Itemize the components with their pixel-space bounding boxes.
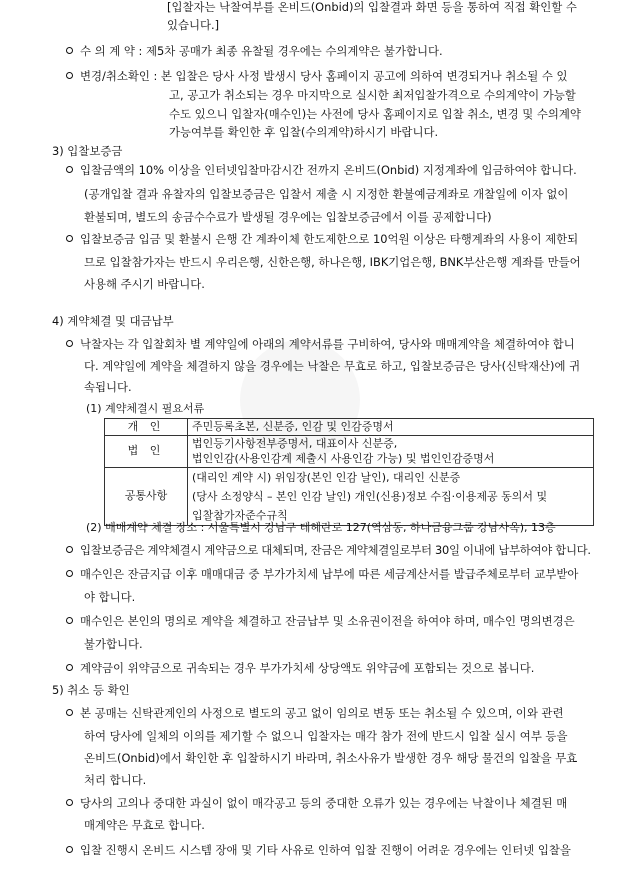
bullet-icon — [66, 47, 73, 54]
bullet-icon — [66, 709, 73, 716]
text-line: 가능여부를 확인한 후 입찰(수의계약)하시기 바랍니다. — [169, 125, 439, 139]
text-line: (공개입찰 결과 유찰자의 입찰보증금은 입찰서 제출 시 지정한 환불예금계좌로 개찰일에 이자 없이 — [84, 187, 569, 201]
text-line: 환불되며, 별도의 송금수수료가 발생될 경우에는 입찰보증금에서 이를 공제합니다) — [84, 210, 492, 224]
section-heading: 5) 취소 등 확인 — [52, 683, 130, 697]
bullet-icon — [66, 340, 73, 347]
bullet-icon — [66, 799, 73, 806]
bullet-icon — [66, 166, 73, 173]
cell-line: (대리인 계약 시) 위임장(본인 인감 날인), 대리인 신분증 — [192, 470, 461, 484]
text-line: 있습니다.] — [167, 18, 220, 32]
text-line: 온비드(Onbid)에서 확인한 후 입찰하시기 바라며, 취소사유가 발생한 경우 해당 물건의 입찰을 무효 — [84, 751, 578, 765]
table-cell-value — [188, 435, 594, 467]
text-line: 본 공매는 신탁관계인의 사정으로 별도의 공고 없이 임의로 변동 또는 취소될 수 있으며, 이와 관련 — [80, 706, 564, 720]
text-line: 수도 있으니 입찰자(매수인)는 사전에 당사 홈페이지로 입찰 취소, 변경 및 수의계약 — [169, 107, 581, 121]
text-line: 사용해 주시기 바랍니다. — [84, 277, 205, 291]
table-cell-value — [188, 467, 594, 525]
bullet-icon — [66, 546, 73, 553]
section-heading: 3) 입찰보증금 — [52, 144, 123, 158]
table-cell-key: 공통사항 — [105, 467, 188, 525]
bullet-icon — [66, 235, 73, 242]
bullet-icon — [66, 72, 73, 79]
cell-line: 법인인감(사용인감계 제출시 사용인감 가능) 및 법인인감증명서 — [192, 452, 495, 465]
text-line: 입찰보증금 입금 및 환불시 은행 간 계좌이체 한도제한으로 10억원 이상은 타행계좌의 사용이 제한되 — [80, 232, 579, 246]
table-cell-key: 법 인 — [105, 435, 188, 467]
bullet-icon — [66, 846, 73, 853]
text-line: 속됩니다. — [84, 380, 132, 394]
table-row — [105, 467, 594, 525]
text-line: [입찰자는 낙찰여부를 온비드(Onbid)의 입찰결과 화면 등을 통하여 직접 확인할 수 — [167, 0, 577, 14]
cell-line: (당사 소정양식 – 본인 인감 날인) 개인(신용)정보 수집·이용제공 동의서 및 — [192, 489, 548, 503]
table-row — [105, 435, 594, 467]
table-row — [105, 419, 594, 436]
text-line: 수 의 계 약 : 제5차 공매가 최종 유찰될 경우에는 수의계약은 불가합니다. — [80, 44, 443, 58]
text-line: 입찰 진행시 온비드 시스템 장애 및 기타 사유로 인하여 입찰 진행이 어려운 경우에는 인터넷 입찰을 — [80, 843, 571, 857]
text-line: 매수인은 잔금지급 이후 매매대금 중 부가가치세 납부에 따른 세금계산서를 발급주체로부터 교부받아 — [80, 567, 579, 581]
table-cell-value: 주민등록초본, 신분증, 인감 및 인감증명서 — [188, 419, 594, 436]
text-line: 하여 당사에 일체의 이의를 제기할 수 없으니 입찰자는 매각 참가 전에 반드시 입찰 실시 여부 등을 — [84, 729, 568, 743]
text-line: 입찰보증금은 계약체결시 계약금으로 대체되며, 잔금은 계약체결일로부터 30일 이내에 납부하여야 합니다. — [80, 543, 591, 557]
section-heading: 4) 계약체결 및 대금납부 — [52, 314, 174, 328]
cell-line: 입찰참가자준수규칙 — [192, 508, 288, 522]
text-line: 당사의 고의나 중대한 과실이 없이 매각공고 등의 중대한 오류가 있는 경우에는 낙찰이나 체결된 매 — [80, 796, 568, 810]
text-line: 변경/취소확인 : 본 입찰은 당사 사정 발생시 당사 홈페이지 공고에 의하여 변경되거나 취소될 수 있 — [80, 69, 568, 83]
text-line: 입찰금액의 10% 이상을 인터넷입찰마감시간 전까지 온비드(Onbid) 지정계좌에 입금하여야 합니다. — [80, 163, 577, 177]
sub-heading: (2) 매매계약 체결 장소 : 서울특별시 강남구 테헤란로 127(역삼동, 하나금융그룹 강남사옥), 13층 — [86, 521, 556, 534]
bullet-icon — [66, 617, 73, 624]
text-line: 매계약은 무효로 합니다. — [84, 818, 205, 832]
text-line: 므로 입찰참가자는 반드시 우리은행, 신한은행, 하나은행, IBK기업은행, BNK부산은행 계좌를 만들어 — [84, 255, 581, 269]
text-line: 처리 합니다. — [84, 773, 147, 787]
text-line: 불가합니다. — [84, 637, 143, 651]
required-documents-table — [104, 418, 594, 526]
text-line: 낙찰자는 각 입찰회차 별 계약일에 아래의 계약서류를 구비하여, 당사와 매매계약을 체결하여야 합니 — [80, 337, 575, 351]
text-line: 고, 공고가 취소되는 경우 마지막으로 실시한 최저입찰가격으로 수의계약이 가능할 — [169, 88, 576, 102]
text-line: 매수인은 본인의 명의로 계약을 체결하고 잔금납부 및 소유권이전을 하여야 하며, 매수인 명의변경은 — [80, 614, 575, 628]
text-line: 계약금이 위약금으로 귀속되는 경우 부가가치세 상당액도 위약금에 포함되는 것으로 봅니다. — [80, 661, 535, 675]
sub-heading: (1) 계약체결시 필요서류 — [86, 402, 205, 415]
bullet-icon — [66, 664, 73, 671]
bullet-icon — [66, 570, 73, 577]
table-cell-key: 개 인 — [105, 419, 188, 436]
text-line: 야 합니다. — [84, 590, 136, 604]
cell-line: 법인등기사항전부증명서, 대표이사 신분증, — [192, 436, 398, 450]
text-line: 다. 계약일에 계약을 체결하지 않을 경우에는 낙찰은 무효로 하고, 입찰보증금은 당사(신탁재산)에 귀 — [84, 359, 581, 373]
